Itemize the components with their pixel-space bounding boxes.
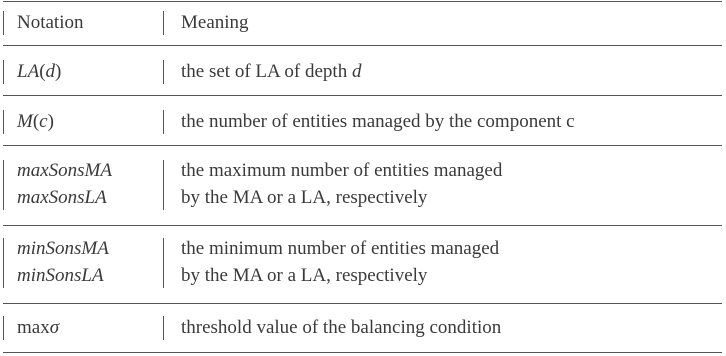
column-divider (163, 160, 164, 210)
notation-cell (17, 111, 54, 133)
meaning-variable: d (351, 61, 362, 82)
meaning-cell-line-1: the minimum number of entities managed (181, 238, 500, 259)
row-left-bar (3, 60, 4, 84)
meaning-cell-line-2: by the MA or a LA, respectively (181, 265, 428, 286)
meaning-text: the set of LA of depth (181, 61, 352, 82)
notation-symbol: M (17, 111, 33, 132)
notation-paren-open: ( (39, 61, 46, 82)
notation-cell (17, 61, 61, 83)
table-row (3, 146, 722, 225)
notation-paren-close: ) (47, 111, 54, 132)
header-notation: Notation (17, 12, 84, 33)
notation-argument: d (45, 61, 56, 82)
table-header-row (3, 1, 722, 45)
meaning-cell-line-2: by the MA or a LA, respectively (181, 187, 428, 208)
notation-sigma: σ (49, 317, 60, 338)
notation-cell-line-2: maxSonsLA (17, 187, 107, 208)
column-divider (163, 238, 164, 288)
notation-paren-open: ( (32, 111, 40, 132)
column-divider (163, 11, 164, 35)
table-bottom-rule (3, 352, 722, 353)
notation-cell-line-2: minSonsLA (17, 265, 104, 286)
column-divider (163, 316, 164, 340)
row-left-bar (3, 11, 4, 35)
table-row (3, 96, 722, 145)
notation-paren-close: ) (55, 61, 62, 82)
notation-cell-line-1: maxSonsMA (17, 160, 112, 181)
table-row (3, 304, 722, 352)
meaning-cell (181, 61, 361, 83)
column-divider (163, 110, 164, 134)
notation-cell-line-1: minSonsMA (17, 238, 109, 259)
notation-symbol: LA (17, 61, 40, 82)
column-divider (163, 60, 164, 84)
row-left-bar (3, 110, 4, 134)
notation-max: max (17, 317, 50, 338)
table-row (3, 226, 722, 303)
notation-cell (17, 317, 59, 339)
row-left-bar (3, 316, 4, 340)
meaning-cell-line-1: the maximum number of entities managed (181, 160, 503, 181)
meaning-cell: threshold value of the balancing condition (181, 317, 502, 338)
table-row (3, 46, 722, 95)
header-meaning: Meaning (181, 12, 249, 33)
row-left-bar (3, 238, 4, 288)
notation-table (3, 0, 722, 354)
row-left-bar (3, 160, 4, 210)
meaning-cell: the number of entities managed by the component c (181, 111, 575, 132)
notation-argument: c (39, 111, 48, 132)
